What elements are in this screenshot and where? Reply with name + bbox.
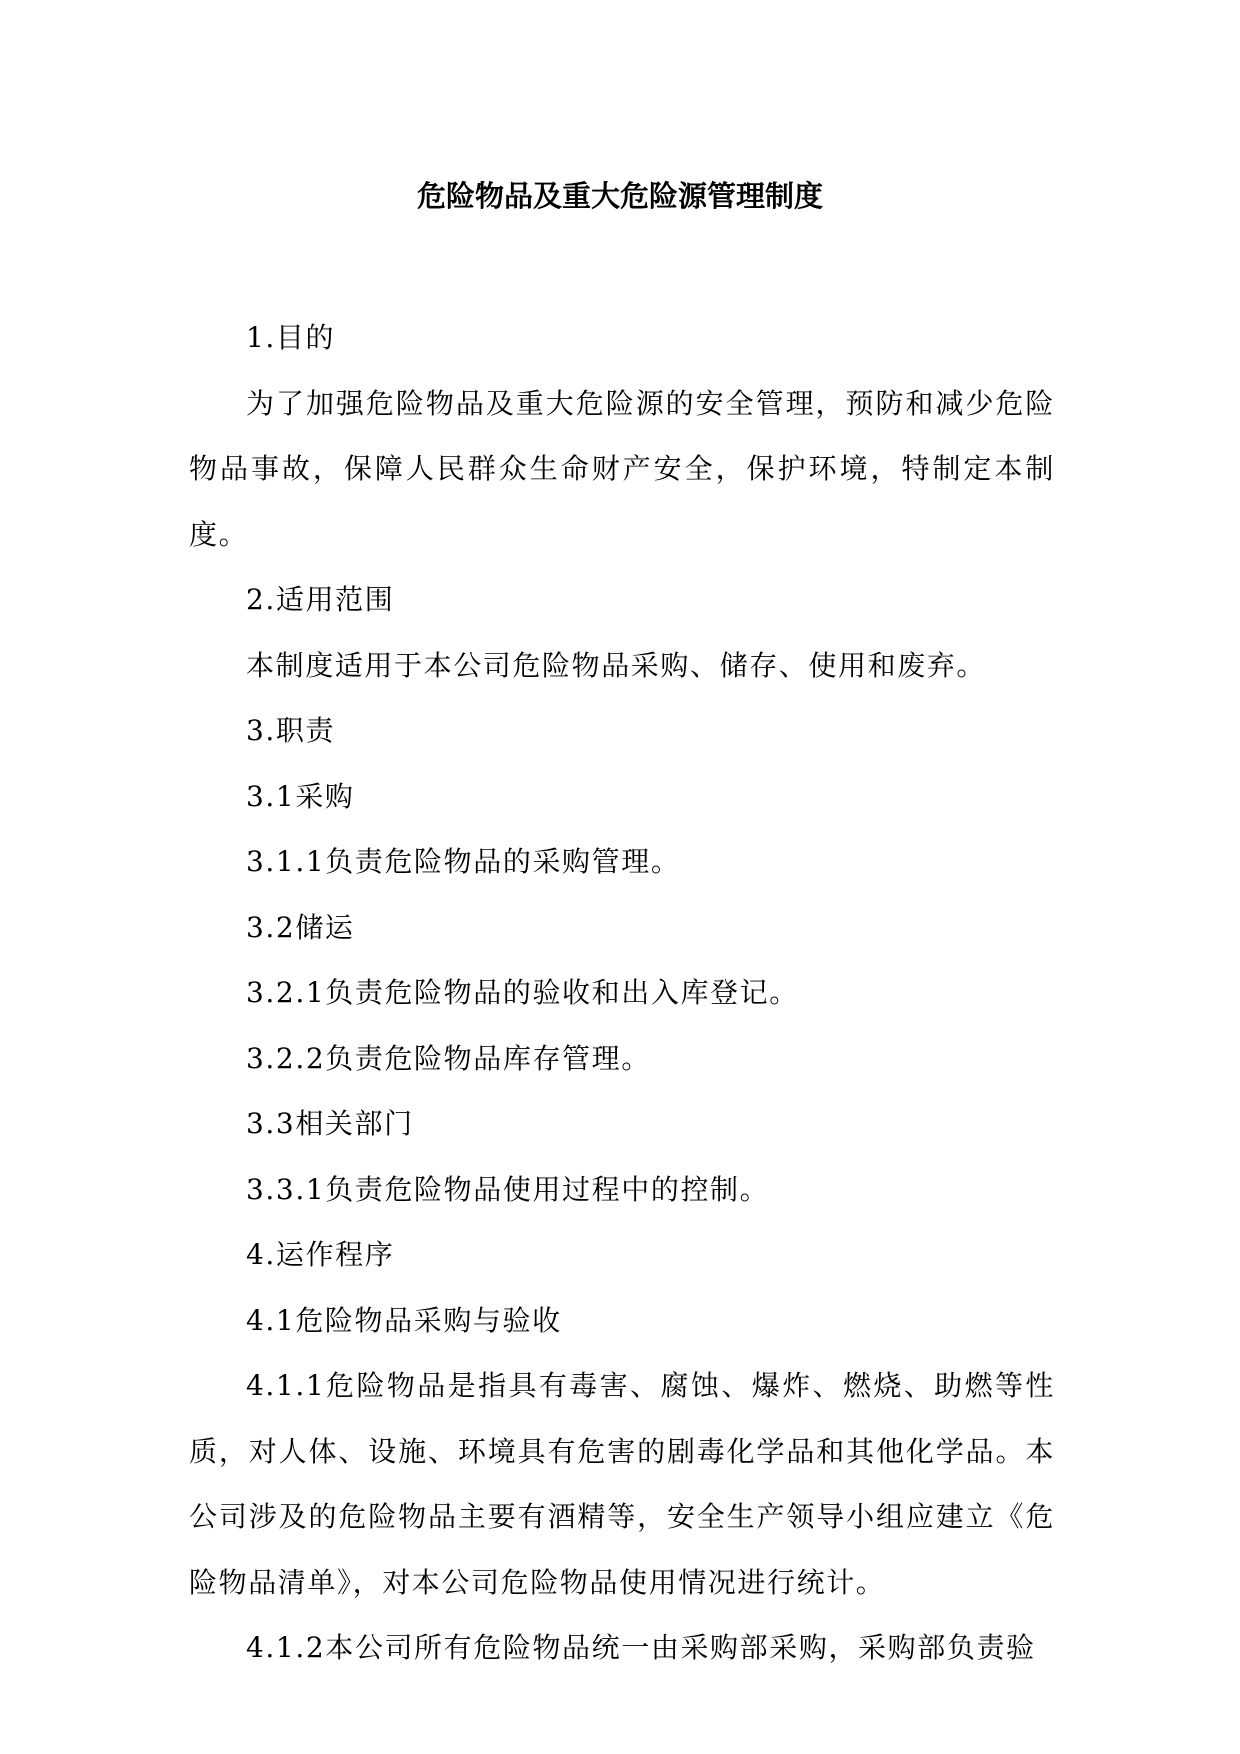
clause-3-1-1: 3.1.1负责危险物品的采购管理。 — [246, 845, 681, 878]
section-heading-responsibilities: 3.职责 — [246, 714, 336, 747]
subsection-heading-storage: 3.2储运 — [246, 910, 355, 944]
paragraph-scope: 本制度适用于本公司危险物品采购、储存、使用和废弃。 — [246, 648, 987, 682]
clause-3-2-2: 3.2.2负责危险物品库存管理。 — [246, 1041, 651, 1075]
subsection-heading-procurement: 3.1采购 — [246, 779, 355, 813]
section-heading-procedures: 4.运作程序 — [246, 1238, 395, 1271]
subsection-heading-procurement-acceptance: 4.1危险物品采购与验收 — [246, 1303, 562, 1337]
section-heading-purpose: 1.目的 — [246, 321, 336, 354]
clause-3-2-1: 3.2.1负责危险物品的验收和出入库登记。 — [246, 976, 799, 1009]
section-heading-scope: 2.适用范围 — [246, 583, 395, 616]
document-title: 危险物品及重大危险源管理制度 — [416, 179, 823, 213]
clause-4-1-1: 4.1.1危险物品是指具有毒害、腐蚀、爆炸、燃烧、助燃等性质，对人体、设施、环境具有危害的剧毒化学品和其他化学品。本公司涉及的危险物品主要有酒精等，安全生产领导小组应建立《危险物品清单》，对本公司危险物品使用情况进行统计。 — [189, 1369, 1055, 1599]
document-body — [189, 305, 1055, 1681]
paragraph-purpose: 为了加强危险物品及重大危险源的安全管理，预防和减少危险物品事故，保障人民群众生命财产安全，保护环境，特制定本制度。 — [189, 386, 1055, 551]
subsection-heading-related-departments: 3.3相关部门 — [246, 1107, 414, 1140]
clause-4-1-2: 4.1.2本公司所有危险物品统一由采购部采购，采购部负责验 — [246, 1631, 1036, 1664]
clause-3-3-1: 3.3.1负责危险物品使用过程中的控制。 — [246, 1172, 770, 1206]
